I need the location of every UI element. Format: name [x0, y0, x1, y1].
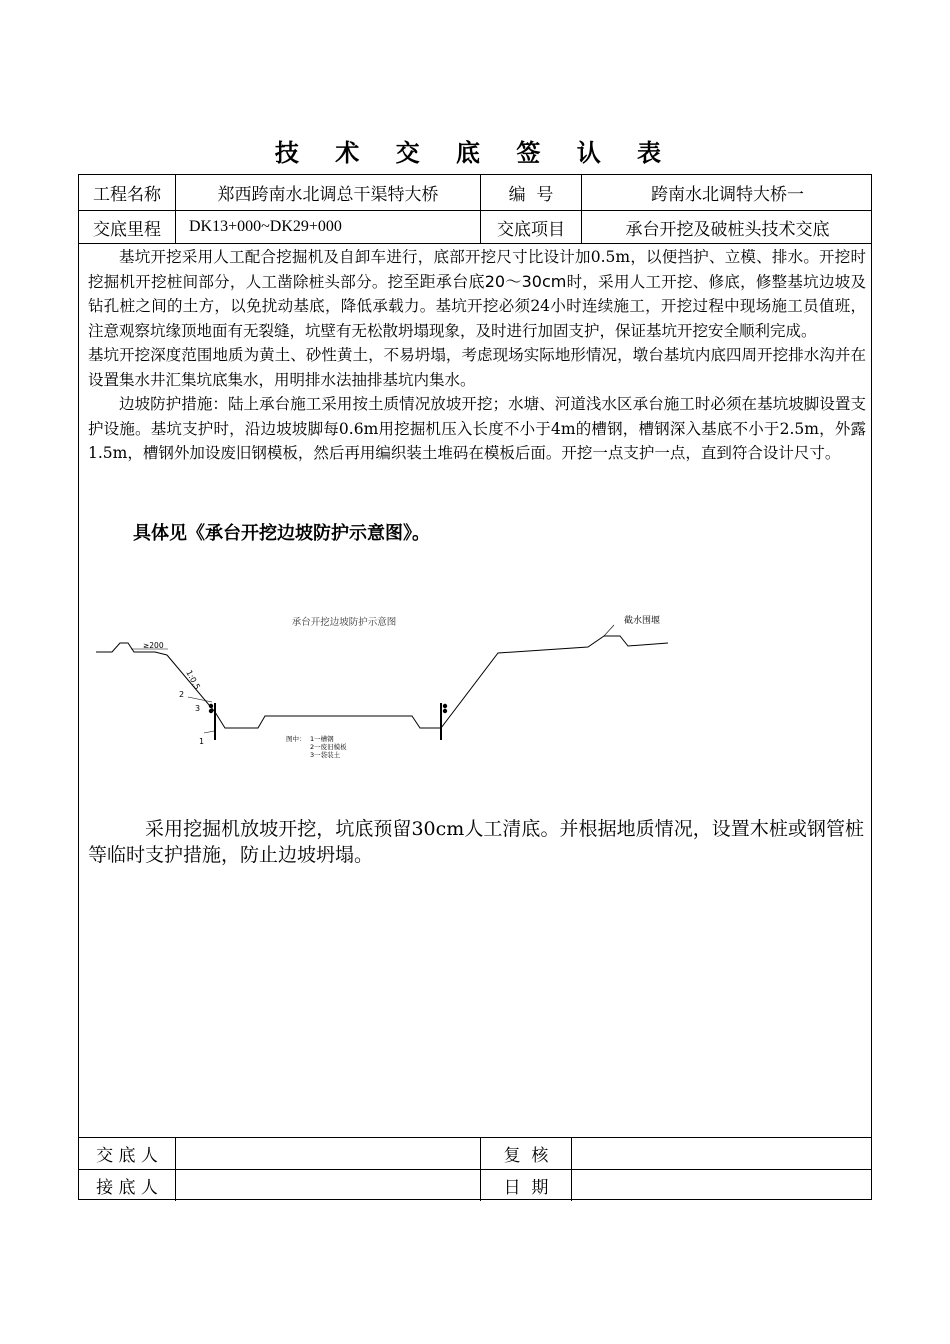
date-label: 日 期 — [503, 1178, 549, 1198]
legend-head: 图中： — [286, 735, 306, 743]
receiver-label: 接 底 人 — [96, 1178, 158, 1198]
number-value: 跨南水北调特大桥一 — [651, 185, 804, 205]
paragraph-2: 基坑开挖深度范围地质为黄土、砂性黄土，不易坍塌，考虑现场实际地形情况，墩台基坑内底四周开挖排水沟并在设置集水井汇集坑底集水，用明排水法抽排基坑内集水。 — [88, 346, 866, 389]
berm-label: ≥200 — [143, 641, 164, 650]
marker-2: 2 — [179, 690, 185, 699]
reviewer-label: 复 核 — [503, 1146, 549, 1166]
paragraph-1: 基坑开挖采用人工配合挖掘机及自卸车进行，底部开挖尺寸比设计加0.5m，以便挡护、立模、排水。开挖时挖掘机开挖桩间部分，人工凿除桩头部分。挖至距承台底20～30cm时，采用人工开挖、修底，修整基坑边坡及钻孔桩之间的土方，以免扰动基底，降低承载力。基坑开挖必须24小时连续施工，开挖过程中现场施工员值班，注意观察坑缘顶地面有无裂缝，坑壁有无松散坍塌现象，及时进行加固支护，保证基坑开挖安全顺利完成。 — [88, 248, 866, 340]
paragraph-3: 边坡防护措施：陆上承台施工采用按土质情况放坡开挖；水塘、河道浅水区承台施工时必须在基坑坡脚设置支护设施。基坑支护时，沿边坡坡脚每0.6m用挖掘机压入长度不小于4m的槽钢，槽钢深入基底不小于2.5m，外露1.5m，槽钢外加设废旧钢模板，然后再用编织装土堆码在模板后面。开挖一点支护一点，直到符合设计尺寸。 — [88, 395, 866, 462]
cutoff-wall-label: 截水围堰 — [624, 616, 661, 626]
closing-paragraph: 采用挖掘机放坡开挖，坑底预留30cm人工清底。并根据地质情况，设置木桩或钢管桩等临时支护措施，防止边坡坍塌。 — [88, 818, 864, 866]
mileage-value: DK13+000~DK29+000 — [189, 218, 342, 235]
marker-1: 1 — [199, 737, 205, 746]
presenter-label: 交 底 人 — [96, 1146, 158, 1166]
slope-label: 1:0.5 — [184, 668, 202, 692]
legend-2: 2一废旧模板 — [310, 743, 347, 751]
marker-3: 3 — [195, 704, 201, 713]
number-label: 编 号 — [508, 185, 554, 205]
project-name-label: 工程名称 — [93, 185, 161, 205]
project-name-value: 郑西跨南水北调总干渠特大桥 — [217, 185, 439, 205]
document-title: 技 术 交 底 签 认 表 — [274, 138, 676, 167]
legend-3: 3一袋装土 — [310, 751, 341, 759]
item-label: 交底项目 — [497, 219, 565, 240]
item-value: 承台开挖及破桩头技术交底 — [625, 219, 830, 240]
mileage-label: 交底里程 — [93, 219, 161, 240]
legend-1: 1一槽钢 — [310, 735, 334, 743]
figure-reference: 具体见《承台开挖边坡防护示意图》。 — [133, 523, 430, 544]
diagram-title: 承台开挖边坡防护示意图 — [291, 617, 397, 628]
